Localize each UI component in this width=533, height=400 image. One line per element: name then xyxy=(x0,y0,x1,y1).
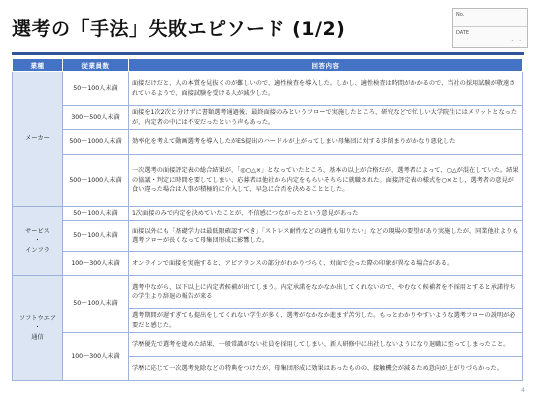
meta-box xyxy=(452,8,528,48)
table-row xyxy=(13,207,523,221)
meta-date-row xyxy=(453,27,527,45)
meta-no-row xyxy=(453,9,527,27)
page-number: 4 xyxy=(521,387,525,394)
content-cell: 面接以外にも「基礎学力は最低限確認すべき」「ストレス耐性などの適性も知りたい」などの現場の要望があり実施したが、同業他社よりも選考フローが長くなって母集団形成に影響した。 xyxy=(129,221,523,252)
table-row xyxy=(13,155,523,207)
table-row xyxy=(13,72,523,106)
meta-no-label: No. xyxy=(456,12,465,18)
content-cell: 面接を1次2次と分けずに書類選考通過後、最終面接のみというフローで実施したところ、研究などで忙しい大学院生にはメリットとなったが、内定者の中には不安だったという声もあった。 xyxy=(129,106,523,130)
size-cell: 500〜1000人未満 xyxy=(63,130,129,155)
content-cell: 選考中ながら、以下以上に内定者候補が出てしまう。内定承諾をなかなか出してくれないので、やむなく候補者を不採用とすると承諾待ちの学生より辞退の報告が来る xyxy=(129,276,523,309)
content-cell: 学歴優先で選考を進めた結果、一般常識がない社員を採用してしまい、新人研修中に出社しないようになり退職に至ってしまったこと。 xyxy=(129,333,523,357)
size-cell: 500〜1000人未満 xyxy=(63,155,129,207)
industry-label: ソフトウエア ・ 通信 xyxy=(18,314,57,341)
industry-cell-software xyxy=(13,276,63,381)
header-industry: 業種 xyxy=(13,59,63,72)
industry-label: メーカー xyxy=(25,135,50,143)
header-content: 回答内容 xyxy=(129,59,523,72)
size-cell: 50〜100人未満 xyxy=(63,207,129,221)
content-cell: 一次選考の面接評定表の総合結果が、「◎○△×」となっていたところ、基本の以上が合格だが、選考者によって、○△が混在していた。結果の協議・判定に時間を要してしまい、応募者は他社から内定をもらいそちらに就職された。面接評定表の様式を○×とし、選考者の意見が食い違った場合は人事が積極的に介入して、早急に合否を決めることとした。 xyxy=(129,155,523,207)
meta-date-label: DATE xyxy=(456,30,470,36)
meta-date-value: . . xyxy=(511,36,523,43)
table-header-row xyxy=(13,59,523,72)
size-cell: 300〜500人未満 xyxy=(63,106,129,130)
table-row xyxy=(13,333,523,357)
size-cell: 50〜100人未満 xyxy=(63,276,129,333)
header-size: 従業員数 xyxy=(63,59,129,72)
content-cell: 効率化を考えて動画選考を導入したがES提出のハードルが上がってしまい母集団に対する歩留まりがかなり悪化した xyxy=(129,130,523,155)
size-cell: 100〜300人未満 xyxy=(63,333,129,381)
episodes-table xyxy=(12,58,523,381)
content-cell: 選考期間が遅すぎても提出をしてくれない学生が多く、選考がなかなか進まず苦労した。もっとわかりやすいような選考フローの説明が必要だと感じた。 xyxy=(129,309,523,333)
table-row xyxy=(13,252,523,276)
industry-cell-service xyxy=(13,207,63,276)
content-cell: 面接だけだと、人の本質を見抜くのが難しいので、適性検査を導入した。しかし、適性検査は時間がかかるので、当社の採用試験が敬遠されているようで、面接試験を受ける人が減少した。 xyxy=(129,72,523,106)
industry-label: サービス ・ インフラ xyxy=(25,227,50,254)
table-row xyxy=(13,130,523,155)
table-row xyxy=(13,106,523,130)
size-cell: 50〜100人未満 xyxy=(63,221,129,252)
content-cell: オンラインで面接を実施すると、アピアランスの部分がわかりづらく、対面で会った際の印象が異なる場合がある。 xyxy=(129,252,523,276)
title-underline xyxy=(12,52,524,55)
table-row xyxy=(13,221,523,252)
size-cell: 50〜100人未満 xyxy=(63,72,129,106)
content-cell: 学歴に応じて一次選考免除などの特典をつけたが、母集団形成に効果はあったものの、接触機会が減るため意向が上がりづらかった。 xyxy=(129,357,523,381)
page-title: 選考の「手法」失敗エピソード (1/2) xyxy=(12,18,346,40)
size-cell: 100〜300人未満 xyxy=(63,252,129,276)
content-cell: 1次面接のみで内定を決めていたことが、不信感につながったという意見があった xyxy=(129,207,523,221)
industry-cell-maker xyxy=(13,72,63,207)
table-row xyxy=(13,276,523,309)
